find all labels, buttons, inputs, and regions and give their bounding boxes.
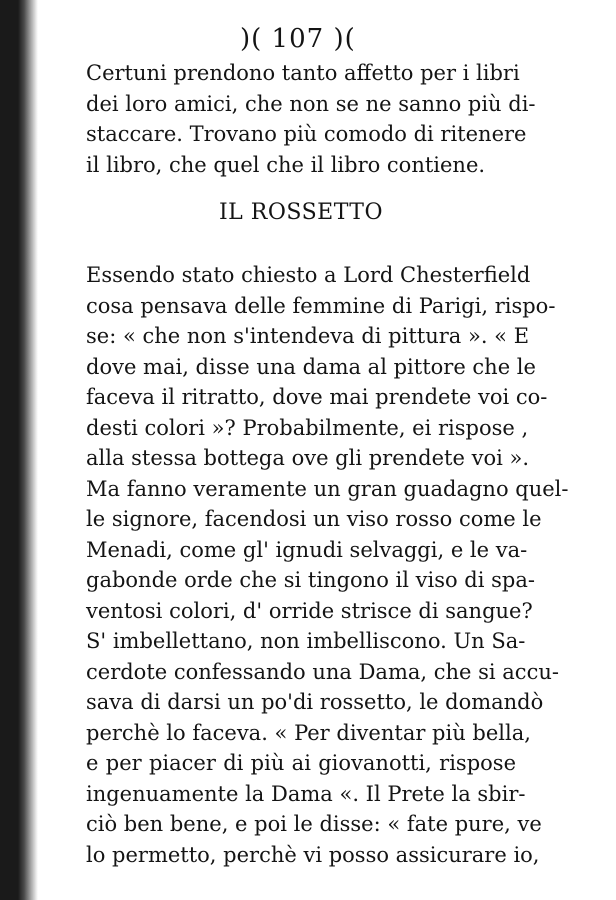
text-line: ciò ben bene, e poi le disse: « fate pure, ve bbox=[86, 812, 542, 836]
text-line: Ma fanno veramente un gran guadagno quel- bbox=[86, 476, 569, 501]
text-line: alla stessa bottega ove gli prendete voi ». bbox=[86, 446, 529, 470]
body-paragraph bbox=[86, 260, 569, 870]
text-line: lo permetto, perchè vi posso assicurare io, bbox=[86, 842, 540, 867]
text-line: se: « che non s'intendeva di pittura ». « E bbox=[86, 324, 530, 348]
text-line: dove mai, disse una dama al pittore che le bbox=[86, 354, 536, 379]
text-line: cosa pensava delle femmine di Parigi, rispo- bbox=[86, 293, 556, 318]
text-line: Menadi, come gl' ignudi selvaggi, e le va- bbox=[86, 537, 528, 562]
book-spine-shadow bbox=[0, 0, 38, 900]
text-line: staccare. Trovano più comodo di ritenere bbox=[86, 122, 527, 146]
text-line: Essendo stato chiesto a Lord Chesterfield bbox=[86, 263, 531, 287]
text-line: sava di darsi un po'di rossetto, le domandò bbox=[86, 690, 544, 714]
text-line: Certuni prendono tanto affetto per i libri bbox=[86, 61, 520, 85]
text-line: gabonde orde che si tingono il viso di spa- bbox=[86, 568, 535, 592]
text-line: ventosi colori, d' orride strisce di sangue? bbox=[86, 598, 533, 623]
text-line: cerdote confessando una Dama, che si accu- bbox=[86, 659, 559, 684]
section-heading: IL ROSSETTO bbox=[218, 200, 383, 225]
text-line: faceva il ritratto, dove mai prendete voi co- bbox=[86, 385, 548, 409]
text-line: perchè lo faceva. « Per diventar più bella, bbox=[86, 720, 531, 745]
intro-paragraph bbox=[86, 58, 536, 180]
text-line: e per piacer di più ai giovanotti, rispose bbox=[86, 751, 516, 775]
text-line: il libro, che quel che il libro contiene. bbox=[86, 152, 486, 177]
text-line: dei loro amici, che non se ne sanno più di- bbox=[86, 91, 536, 116]
text-line: ingenuamente la Dama «. Il Prete la sbir- bbox=[86, 781, 526, 806]
text-line: S' imbellettano, non imbelliscono. Un Sa- bbox=[86, 629, 526, 653]
page-number: )( 107 )( bbox=[240, 24, 356, 54]
text-line: le signore, facendosi un viso rosso come le bbox=[86, 507, 542, 531]
text-line: desti colori »? Probabilmente, ei rispose , bbox=[86, 415, 529, 440]
